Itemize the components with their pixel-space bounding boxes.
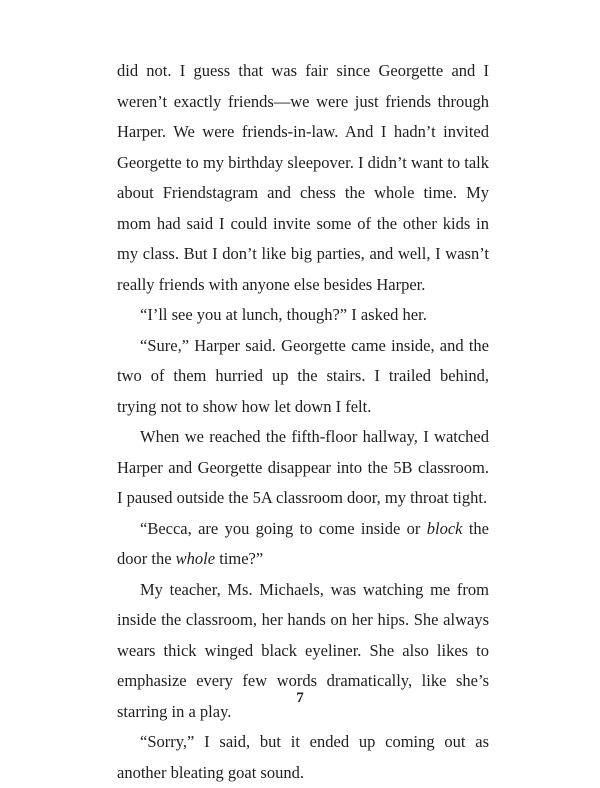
- italic-text: block: [426, 518, 463, 538]
- body-text: [117, 56, 489, 788]
- paragraph-4: [117, 422, 489, 514]
- page-number: 7: [296, 690, 304, 706]
- paragraph-3: [117, 331, 489, 423]
- text-run: When we reached the fifth-floor hallway, I watched Harper and Georgette disappear into the 5B classroom. I paused outside the 5A classroom door, my throat tight.: [117, 427, 489, 507]
- paragraph-7: [117, 727, 489, 788]
- text-run: “I’ll see you at lunch, though?” I asked her.: [140, 305, 427, 324]
- text-run: time?”: [215, 549, 264, 568]
- italic-text: whole: [175, 549, 216, 568]
- text-run: “Becca, are you going to come inside or: [140, 518, 427, 538]
- paragraph-5: [117, 514, 489, 575]
- text-run: did not. I guess that was fair since Georgette and I weren’t exactly friends—we were just friends through Harper. We were friends-in-law. And I hadn’t invited Georgette to my birthday sleepover. I didn’t want to talk about Friendstagram and chess the whole time. My mom had said I could invite some of the other kids in my class. But I don’t like big parties, and well, I wasn’t really friends with anyone else besides Harper.: [117, 61, 489, 294]
- text-run: “Sorry,” I said, but it ended up coming out as another bleating goat sound.: [117, 732, 489, 782]
- paragraph-1: [117, 56, 489, 300]
- paragraph-2: [117, 300, 489, 331]
- text-run: the door the: [117, 518, 489, 568]
- text-run: “Sure,” Harper said. Georgette came inside, and the two of them hurried up the stairs. I trailed behind, trying not to show how let down I felt.: [117, 335, 489, 416]
- text-run: My teacher, Ms. Michaels, was watching me from inside the classroom, her hands on her hips. She always wears thick winged black eyeliner. She also likes to emphasize every few words dramatically, like she’s starring in a play.: [117, 579, 489, 721]
